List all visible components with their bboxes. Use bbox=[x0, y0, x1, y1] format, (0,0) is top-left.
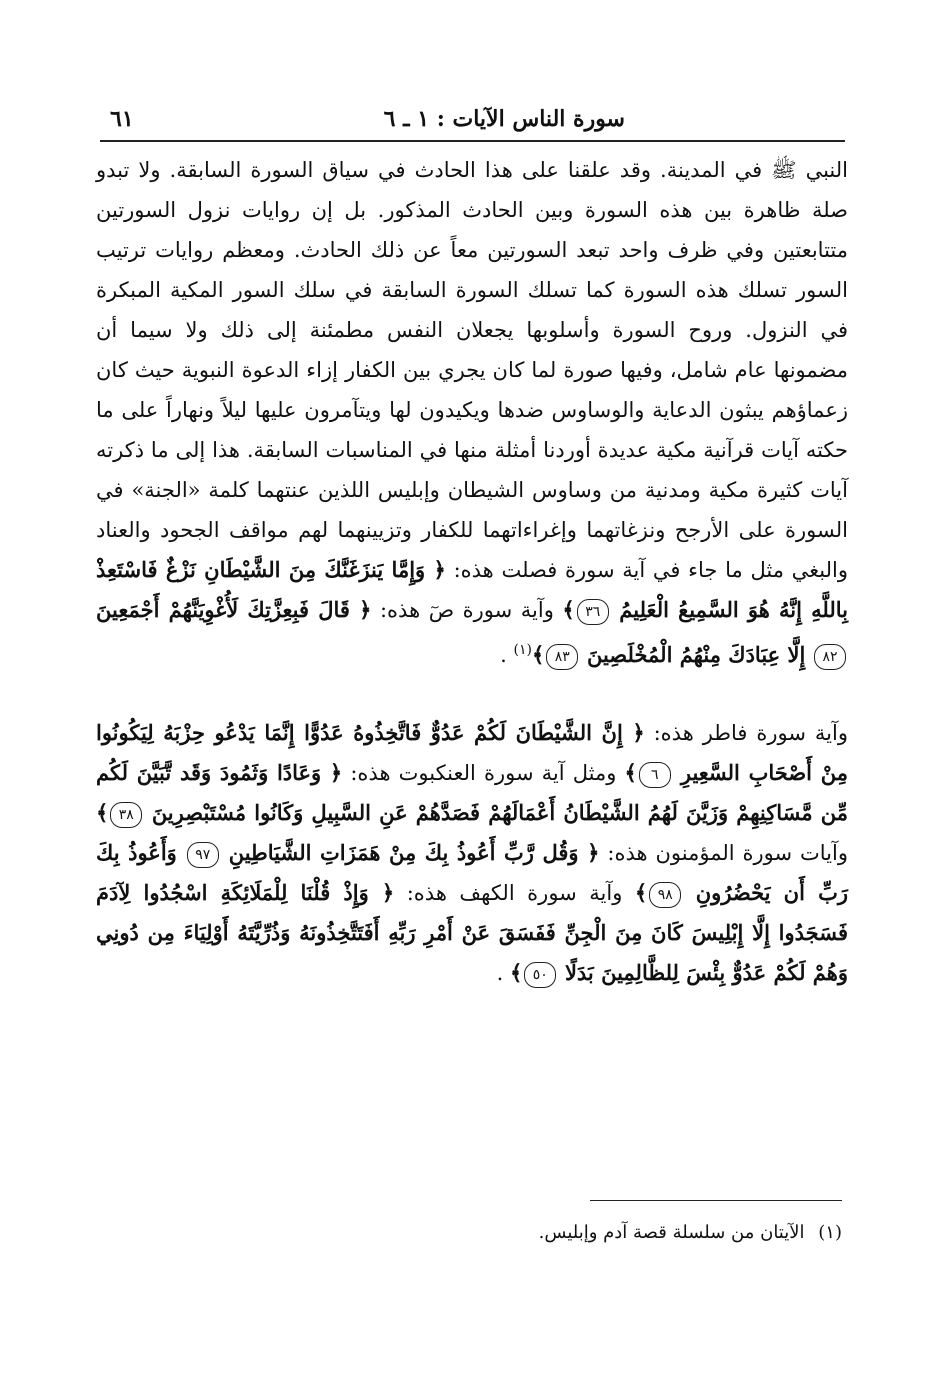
prose-text: وآية سورة الكهف هذه: bbox=[406, 881, 623, 905]
closing-bracket: ﴾ bbox=[562, 597, 575, 622]
quran-quote: ﴿ إِنَّ الشَّيْطَانَ لَكُمْ عَدُوٌّ فَاتَّخِذُوهُ عَدُوًّا إِنَّمَا يَدْعُو حِزْبَهُ لِيَكُونُوا مِنْ أَصْحَابِ السَّعِيرِ bbox=[96, 720, 848, 785]
body-text bbox=[96, 150, 848, 993]
footnote bbox=[300, 1218, 842, 1248]
prose-text: النبي ﷺ في المدينة. وقد علقنا على هذا الحادث في سياق السورة السابقة. ولا تبدو صلة ظاهرة بين هذه السورة وبين الحادث المذكور. بل إن روايات نزول السورتين متتابعتين وفي ظرف واحد تبعد السورتين معاً عن ذلك الحادث. ومعظم روايات ترتيب السور تسلك هذه السورة كما تسلك السورة السابقة في سلك السور المكية المبكرة في النزول. وروح السورة وأسلوبها يجعلان النفس مطمئنة إلى ذلك ولا سيما أن مضمونها عام شامل، وفيها صورة لما كان يجري بين الكفار إزاء الدعوة النبوية حيث كان زعماؤهم يبثون الدعاية والوساوس ضدها ويكيدون لها ويتآمرون عليها ليلاً ونهاراً على ما حكته آيات قرآنية مكية عديدة أوردنا أمثلة منها في المناسبات السابقة. هذا إلى ما ذكرته آيات كثيرة مكية ومدنية من وساوس الشيطان وإبليس اللذين عنتهما كلمة «الجنة» في السورة على الأرجح ونزغاتهما وإغراءاتهما للكفار وتزيينهما لهم مواقف الجحود والعناد والبغي مثل ما جاء في آية سورة فصلت هذه: bbox=[96, 158, 849, 582]
ayah-number-marker: ٩٨ bbox=[649, 882, 681, 908]
closing-bracket: ﴾ bbox=[531, 642, 545, 667]
prose-text: وآية سورة صٓ هذه: bbox=[379, 598, 554, 622]
closing-bracket: ﴾ bbox=[624, 760, 637, 785]
header-rule bbox=[100, 140, 845, 142]
quran-quote: ﴿ وَقُل رَّبِّ أَعُوذُ بِكَ مِنْ هَمَزَاتِ الشَّيَاطِينِ bbox=[228, 840, 600, 865]
running-title: سورة الناس الآيات : ١ ـ ٦ bbox=[383, 106, 625, 132]
paragraph-1 bbox=[96, 150, 848, 675]
ayah-number-marker: ٥٠ bbox=[524, 962, 556, 988]
prose-text: ومثل آية سورة العنكبوت هذه: bbox=[350, 761, 617, 785]
closing-bracket: ﴾ bbox=[634, 880, 648, 905]
ayah-number-marker: ٨٢ bbox=[814, 644, 846, 670]
quran-quote: ﴿ وَإِذْ قُلْنَا لِلْمَلَائِكَةِ اسْجُدُوا لِآدَمَ فَسَجَدُوا إِلَّا إِبْلِيسَ كَانَ مِنَ الْجِنِّ فَفَسَقَ عَنْ أَمْرِ رَبِّهِ أَفَتَتَّخِذُونَهُ وَذُرِّيَّتَهُ أَوْلِيَاءَ مِن دُونِي وَهُمْ لَكُمْ عَدُوٌّ بِئْسَ لِلظَّالِمِينَ بَدَلًا bbox=[96, 880, 848, 985]
prose-text: وآيات سورة المؤمنون هذه: bbox=[607, 841, 849, 865]
quran-quote: وَأَعُوذُ بِكَ رَبِّ أَن يَحْضُرُونِ bbox=[96, 840, 848, 905]
footnote-text: الآيتان من سلسلة قصة آدم وإبليس. bbox=[538, 1222, 805, 1243]
sentence-end: . bbox=[500, 643, 507, 667]
footnote-separator bbox=[590, 1200, 842, 1201]
page-number: ٦١ bbox=[110, 106, 134, 132]
footnote-number: (١) bbox=[818, 1222, 842, 1243]
ayah-number-marker: ٦ bbox=[639, 762, 671, 788]
quran-quote: إِلَّا عِبَادَكَ مِنْهُمُ الْمُخْلَصِينَ bbox=[586, 642, 806, 667]
quran-quote: ﴿ وَعَادًا وَثَمُودَ وَقَد تَّبَيَّنَ لَكُم مِّن مَّسَاكِنِهِمْ وَزَيَّنَ لَهُمُ الشَّيْطَانُ أَعْمَالَهُمْ فَصَدَّهُمْ عَنِ السَّبِيلِ وَكَانُوا مُسْتَبْصِرِينَ bbox=[96, 760, 848, 825]
ayah-number-marker: ٣٨ bbox=[110, 802, 142, 828]
footnote-reference: (١) bbox=[513, 642, 532, 658]
ayah-number-marker: ٩٧ bbox=[187, 842, 219, 868]
prose-text: وآية سورة فاطر هذه: bbox=[653, 721, 848, 745]
closing-bracket: ﴾ bbox=[96, 800, 109, 825]
ayah-number-marker: ٨٣ bbox=[546, 644, 578, 670]
page-header bbox=[100, 102, 845, 142]
ayah-number-marker: ٣٦ bbox=[577, 599, 609, 625]
quran-quote: ﴿ قَالَ فَبِعِزَّتِكَ لَأُغْوِيَنَّهُمْ أَجْمَعِينَ bbox=[96, 597, 372, 622]
paragraph-2 bbox=[96, 713, 848, 993]
sentence-end: . bbox=[496, 961, 504, 985]
quran-quote: ﴿ وَإِمَّا يَنزَغَنَّكَ مِنَ الشَّيْطَانِ نَزْغٌ فَاسْتَعِذْ بِاللَّهِ إِنَّهُ هُوَ السَّمِيعُ الْعَلِيمُ bbox=[96, 557, 848, 622]
closing-bracket: ﴾ bbox=[509, 960, 523, 985]
